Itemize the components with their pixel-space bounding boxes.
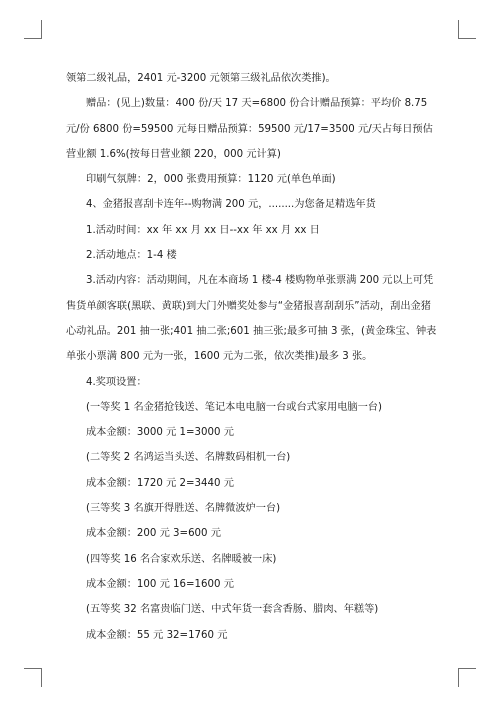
paragraph: 成本金额：3000 元 1=3000 元 — [86, 427, 234, 439]
crop-mark-top-left-vertical — [41, 20, 42, 39]
crop-mark-bottom-left-horizontal — [24, 668, 42, 669]
paragraph: 成本金额：100 元 16=1600 元 — [86, 578, 234, 590]
crop-mark-top-right-vertical — [458, 20, 459, 39]
paragraph: (二等奖 2 名鸿运当头送、名牌数码相机一台) — [86, 452, 291, 464]
crop-mark-bottom-right-vertical — [458, 668, 459, 687]
paragraph: 4.奖项设置： — [86, 376, 147, 388]
document-body — [66, 66, 438, 648]
paragraph: 1.活动时间：xx 年 xx 月 xx 日--xx 年 xx 月 xx 日 — [86, 224, 320, 236]
paragraph: 印刷气氛牌：2，000 张费用预算：1120 元(单色单面) — [86, 174, 336, 186]
crop-mark-top-left-horizontal — [24, 38, 42, 39]
paragraph: (四等奖 16 名合家欢乐送、名牌暖被一床) — [86, 553, 277, 565]
crop-mark-bottom-left-vertical — [41, 668, 42, 687]
paragraph: 赠品：(见上)数量：400 份/天 17 天=6800 份合计赠品预算：平均价 8.75 元/份 6800 份=59500 元每日赠品预算：59500 元/17=3500 元/天占每日预估营业额 1.6%(按每日营业额 220，000 元计算) — [66, 98, 433, 160]
paragraph: 成本金额：1720 元 2=3440 元 — [86, 477, 234, 489]
paragraph: (一等奖 1 名金猪抢钱送、笔记本电电脑一台或台式家用电脑一台) — [86, 401, 382, 413]
paragraph: 领第二级礼品，2401 元-3200 元领第三级礼品依次类推)。 — [66, 73, 336, 84]
paragraph: 4、金猪报喜刮卡连年--购物满 200 元，........为您备足精选年货 — [86, 199, 376, 211]
paragraph: 2.活动地点：1-4 楼 — [86, 250, 177, 262]
paragraph: 成本金额：55 元 32=1760 元 — [86, 629, 228, 641]
paragraph: 3.活动内容：活动期间，凡在本商场 1 楼-4 楼购物单张票满 200 元以上可凭售货单颜客联(黑联、黄联)到大门外赠奖处参与“金猪报喜刮刮乐”活动，刮出金猪心动礼品。201 抽一张;401 抽二张;601 抽三张;最多可抽 3 张，(黄金珠宝、钟表单张小票满 800 元为一张，1600 元为二张，依次类推)最多 3 张。 — [66, 275, 437, 363]
paragraph: (五等奖 32 名富贵临门送、中式年货一套含香肠、腊肉、年糕等) — [86, 604, 379, 616]
crop-mark-top-right-horizontal — [458, 38, 476, 39]
crop-mark-bottom-right-horizontal — [458, 668, 476, 669]
paragraph: (三等奖 3 名旗开得胜送、名牌微波炉一台) — [86, 503, 281, 515]
paragraph: 成本金额：200 元 3=600 元 — [86, 528, 221, 540]
